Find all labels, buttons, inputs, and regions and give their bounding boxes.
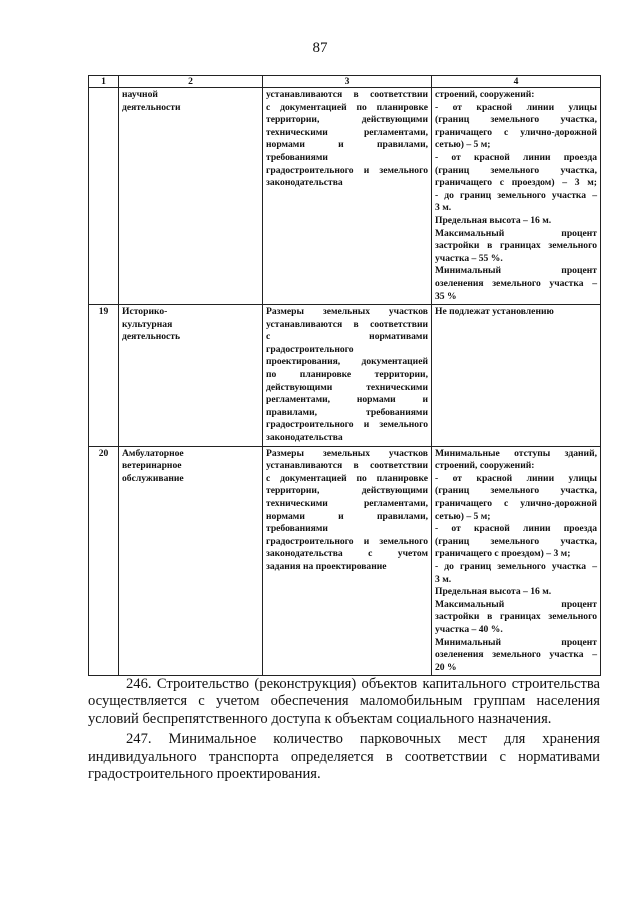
text-line: территории, действующими <box>266 114 428 126</box>
table-header-row <box>89 76 601 88</box>
text-line: научной <box>122 89 158 100</box>
text-line: Предельная высота – 16 м. <box>435 586 552 598</box>
plot-size-cell <box>263 305 432 447</box>
text-line: законодательства с учетом <box>266 548 428 560</box>
text-line: граничащего с улично-дорожной <box>435 126 597 138</box>
text-line: Минимальный процент <box>435 265 597 277</box>
text-line: Размеры земельных участков <box>266 447 428 459</box>
activity-name <box>119 88 263 305</box>
text-line: - от красной линии проезда <box>435 151 597 163</box>
text-line: (границ земельного участка, <box>435 535 597 547</box>
text-line: градостроительного и земельного <box>266 419 428 431</box>
row-number <box>89 88 119 305</box>
text-line: 20 % <box>435 661 457 673</box>
body-text <box>88 676 600 783</box>
text-line: строений, сооружений: <box>435 89 535 100</box>
text-line: регламентами, нормами и <box>266 394 428 406</box>
table-row <box>89 305 601 447</box>
row-number: 19 <box>89 305 119 447</box>
regulations-table <box>88 75 601 676</box>
text-line: требованиями <box>266 151 328 163</box>
text-line: - от красной линии улицы <box>435 101 597 113</box>
plot-size-cell <box>263 446 432 676</box>
text-line: Предельная высота – 16 м. <box>435 214 552 226</box>
text-line: ветеринарное <box>122 460 182 472</box>
text-line: Максимальный процент <box>435 227 597 239</box>
text-line: Минимальный процент <box>435 636 597 648</box>
header-cell: 1 <box>89 76 119 88</box>
text-line: - от красной линии проезда <box>435 523 597 535</box>
text-line: Не подлежат установлению <box>435 306 554 318</box>
text-line: граничащего с проездом) – 3 м; <box>435 548 571 560</box>
text-line: по планировке территории, <box>266 369 428 381</box>
text-line: 3 м. <box>435 202 452 214</box>
parameters-cell <box>432 446 601 676</box>
header-cell: 4 <box>432 76 601 88</box>
text-line: граничащего с улично-дорожной <box>435 498 597 509</box>
text-line: сетью) – 5 м; <box>435 510 491 522</box>
text-line: участка – 40 %. <box>435 623 503 635</box>
activity-name <box>119 305 263 447</box>
text-line: деятельности <box>122 101 181 113</box>
plot-size-cell <box>263 88 432 305</box>
text-line: проектирования, документацией <box>266 356 428 368</box>
text-line: озеленения земельного участка – <box>435 649 597 661</box>
text-line: Историко- <box>122 306 168 318</box>
text-line: правилами, требованиями <box>266 406 428 418</box>
text-line: - до границ земельного участка – <box>435 560 597 572</box>
text-line: застройки в границах земельного <box>435 240 597 252</box>
text-line: культурная <box>122 318 173 330</box>
text-line: участка – 55 %. <box>435 252 503 264</box>
header-cell: 2 <box>119 76 263 88</box>
text-line: (границ земельного участка, <box>435 485 597 497</box>
text-line: законодательства <box>266 177 343 189</box>
table-body <box>89 88 601 676</box>
text-line: градостроительного и земельного <box>266 164 428 176</box>
text-line: озеленения земельного участка – <box>435 277 597 289</box>
page-number: 87 <box>312 40 328 56</box>
text-line: с нормативами <box>266 331 428 343</box>
text-line: техническими регламентами, <box>266 498 428 509</box>
text-line: территории, действующими <box>266 485 428 497</box>
paragraph: 247. Минимальное количество парковочных мест для хранения индивидуального транспорта определяется в соответствии с нормативами градостроительного проектирования. <box>88 731 600 783</box>
text-line: (границ земельного участка, <box>435 164 597 176</box>
text-line: сетью) – 5 м; <box>435 139 491 151</box>
text-line: деятельность <box>122 331 181 343</box>
paragraph: 246. Строительство (реконструкция) объектов капитального строительства осуществляется с учетом обеспечения маломобильным группам населения условий беспрепятственного доступа к объектам социального назначения. <box>88 676 600 727</box>
text-line: действующими техническими <box>266 381 428 393</box>
text-line: нормами и правилами, <box>266 510 428 522</box>
text-line: задания на проектирование <box>266 560 387 572</box>
text-line: устанавливаются в соответствии <box>266 460 428 472</box>
text-line: техническими регламентами, <box>266 126 428 138</box>
text-line: с документацией по планировке <box>266 101 428 113</box>
text-line: Максимальный процент <box>435 598 597 610</box>
text-line: застройки в границах земельного <box>435 611 597 623</box>
text-line: нормами и правилами, <box>266 139 428 151</box>
activity-name <box>119 446 263 676</box>
text-line: законодательства <box>266 432 343 444</box>
text-line: с документацией по планировке <box>266 472 428 484</box>
text-line: Амбулаторное <box>122 447 184 459</box>
text-line: требованиями <box>266 523 328 535</box>
text-line: устанавливаются в соответствии <box>266 318 428 330</box>
text-line: обслуживание <box>122 472 184 484</box>
text-line: Минимальные отступы зданий, <box>435 447 597 459</box>
text-line: Размеры земельных участков <box>266 306 428 318</box>
text-line: градостроительного и земельного <box>266 535 428 547</box>
parameters-cell <box>432 88 601 305</box>
text-line: 3 м. <box>435 573 452 585</box>
table-row <box>89 446 601 676</box>
text-line: - до границ земельного участка – <box>435 189 597 201</box>
text-line: - от красной линии улицы <box>435 472 597 484</box>
text-line: градостроительного <box>266 343 354 355</box>
text-line: (границ земельного участка, <box>435 114 597 126</box>
row-number: 20 <box>89 446 119 676</box>
text-line: строений, сооружений: <box>435 460 535 472</box>
header-cell: 3 <box>263 76 432 88</box>
text-line: устанавливаются в соответствии <box>266 89 428 100</box>
table-row <box>89 88 601 305</box>
text-line: 35 % <box>435 290 457 302</box>
text-line: граничащего с проездом) – 3 м; <box>435 177 597 189</box>
parameters-cell <box>432 305 601 447</box>
